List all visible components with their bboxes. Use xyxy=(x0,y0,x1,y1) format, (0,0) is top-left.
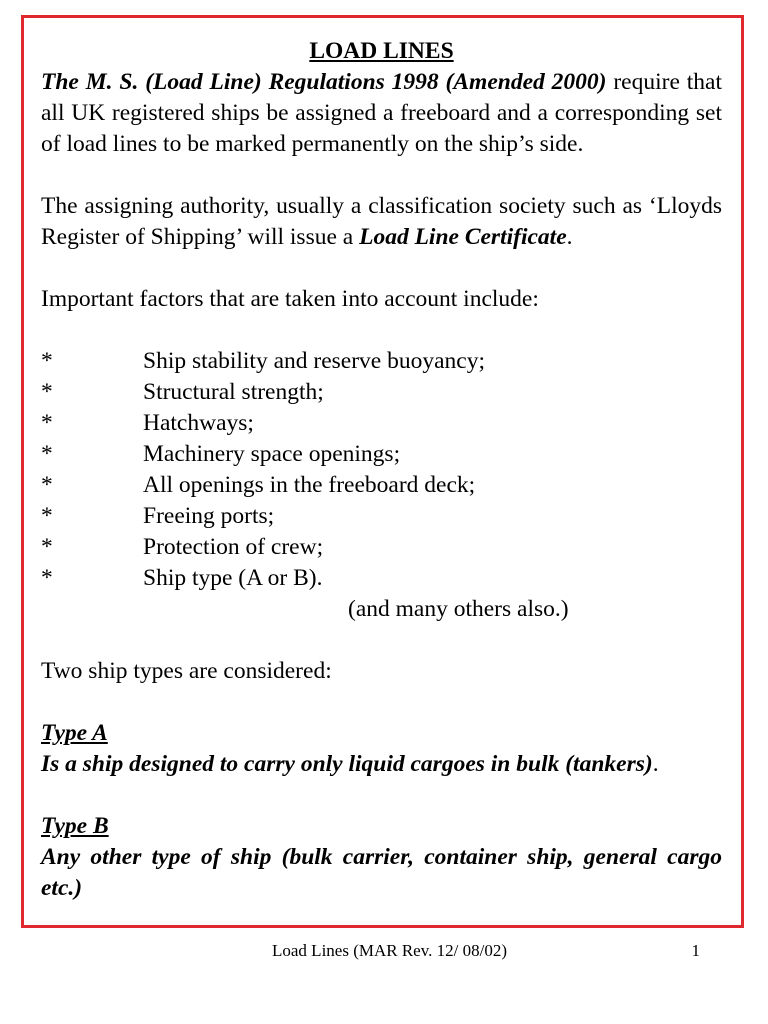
regulations-reference: The M. S. (Load Line) Regulations 1998 (Amended 2000) xyxy=(41,69,607,95)
bullet-marker: * xyxy=(41,410,53,436)
factor-text: All openings in the freeboard deck; xyxy=(143,472,476,498)
factors-list xyxy=(41,346,722,594)
factor-text: Protection of crew; xyxy=(143,534,324,560)
list-item xyxy=(41,470,722,501)
authority-text: The assigning authority, usually a classification society such as ‘Lloyds Register of Shipping’ will issue a xyxy=(41,193,722,250)
list-item xyxy=(41,501,722,532)
list-item xyxy=(41,377,722,408)
document-title: LOAD LINES xyxy=(309,38,454,64)
spacer xyxy=(41,160,722,191)
factors-intro: Important factors that are taken into account include: xyxy=(41,286,539,312)
bullet-marker: * xyxy=(41,472,53,498)
types-intro: Two ship types are considered: xyxy=(41,658,332,684)
type-b-heading: Type B xyxy=(41,813,109,839)
list-item xyxy=(41,563,722,594)
bullet-marker: * xyxy=(41,348,53,374)
factor-text: Hatchways; xyxy=(143,410,254,436)
authority-end: . xyxy=(566,224,573,250)
factor-text: Ship type (A or B). xyxy=(143,565,323,591)
spacer xyxy=(41,625,722,656)
factor-text: Freeing ports; xyxy=(143,503,275,529)
list-item xyxy=(41,439,722,470)
authority-paragraph xyxy=(41,191,722,253)
list-item xyxy=(41,532,722,563)
list-item xyxy=(41,408,722,439)
intro-paragraph xyxy=(41,67,722,160)
spacer xyxy=(41,687,722,718)
intro-text: require that all UK registered ships be assigned a freeboard and a corresponding set of load lines to be marked permanently on the ship’s side. xyxy=(41,69,722,157)
footer-text: Load Lines (MAR Rev. 12/ 08/02) xyxy=(272,941,507,960)
page-number: 1 xyxy=(691,941,700,960)
bullet-marker: * xyxy=(41,534,53,560)
type-a-heading: Type A xyxy=(41,720,108,746)
factor-text: Structural strength; xyxy=(143,379,324,405)
bullet-marker: * xyxy=(41,379,53,405)
list-item xyxy=(41,346,722,377)
type-a-paragraph xyxy=(41,749,722,780)
factors-note: (and many others also.) xyxy=(348,596,569,622)
bullet-marker: * xyxy=(41,441,53,467)
factor-text: Ship stability and reserve buoyancy; xyxy=(143,348,485,374)
document-body xyxy=(41,36,722,904)
spacer xyxy=(41,315,722,346)
spacer xyxy=(41,253,722,284)
spacer xyxy=(41,780,722,811)
factor-text: Machinery space openings; xyxy=(143,441,401,467)
type-a-description: Is a ship designed to carry only liquid cargoes in bulk (tankers) xyxy=(41,751,653,777)
certificate-label: Load Line Certificate xyxy=(359,224,567,250)
type-b-description: Any other type of ship (bulk carrier, container ship, general cargo etc.) xyxy=(41,844,722,901)
bullet-marker: * xyxy=(41,565,53,591)
bullet-marker: * xyxy=(41,503,53,529)
type-a-end: . xyxy=(652,751,659,777)
